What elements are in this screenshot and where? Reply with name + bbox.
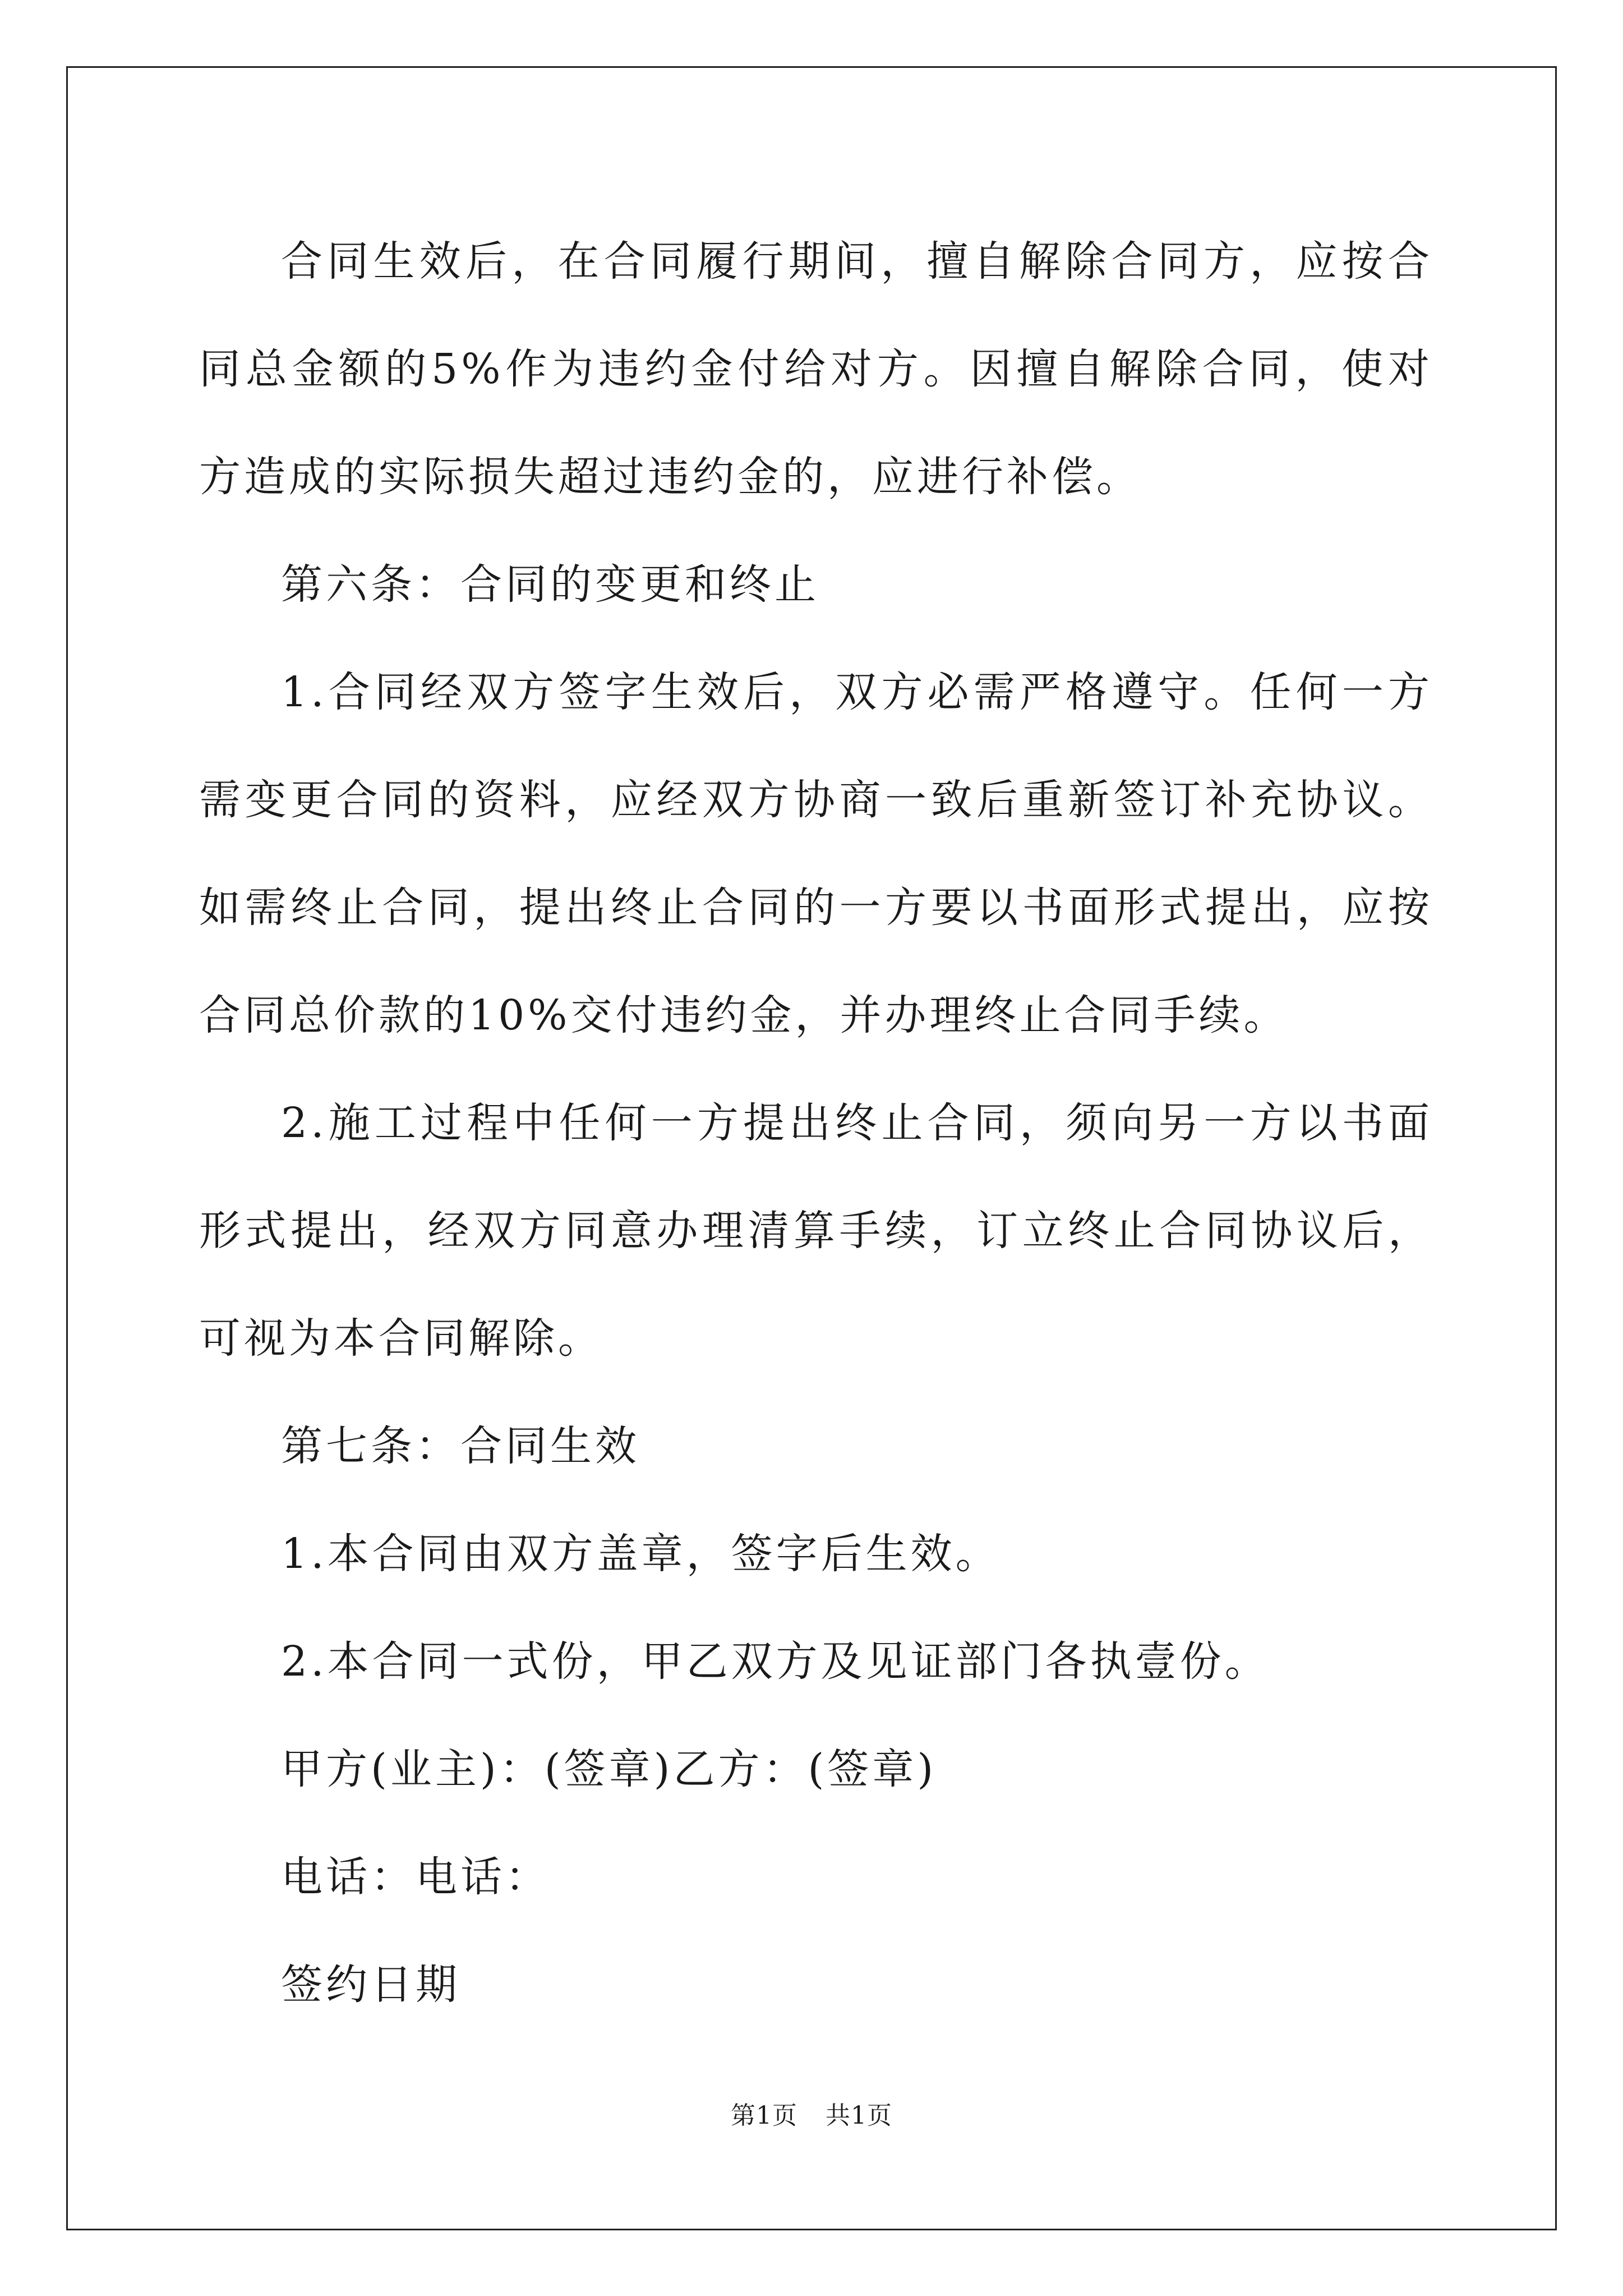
paragraph-article-7-item-1: 1.本合同由双方盖章，签字后生效。 xyxy=(281,1530,1000,1578)
page-footer xyxy=(0,2095,1623,2131)
paragraph-article-6-item-2: 2.施工过程中任何一方提出终止合同，须向另一方以书面形式提出，经双方同意办理清算手续，订立终止合同协议后，可视为本合同解除。 xyxy=(199,1099,1433,1363)
page-total: 共1页 xyxy=(826,2101,892,2130)
paragraph-breach-penalty: 合同生效后，在合同履行期间，擅自解除合同方，应按合同总金额的5%作为违约金付给对方。因擅自解除合同，使对方造成的实际损失超过违约金的，应进行补偿。 xyxy=(199,237,1433,501)
paragraph-article-6-item-1: 1.合同经双方签字生效后，双方必需严格遵守。任何一方需变更合同的资料，应经双方协商一致后重新签订补充协议。如需终止合同，提出终止合同的一方要以书面形式提出，应按合同总价款的10%交付违约金，并办理终止合同手续。 xyxy=(199,668,1433,1039)
signature-line-parties: 甲方(业主)：(签章)乙方：(签章) xyxy=(281,1745,937,1793)
document-body xyxy=(199,208,1433,2039)
paragraph-article-7-item-2: 2.本合同一式份，甲乙双方及见证部门各执壹份。 xyxy=(281,1637,1270,1686)
signature-line-date: 签约日期 xyxy=(281,1961,460,2009)
heading-article-7: 第七条：合同生效 xyxy=(281,1422,640,1470)
signature-line-phones: 电话：电话： xyxy=(281,1853,550,1901)
page-number: 第1页 xyxy=(731,2101,797,2130)
heading-article-6: 第六条：合同的变更和终止 xyxy=(281,560,819,609)
